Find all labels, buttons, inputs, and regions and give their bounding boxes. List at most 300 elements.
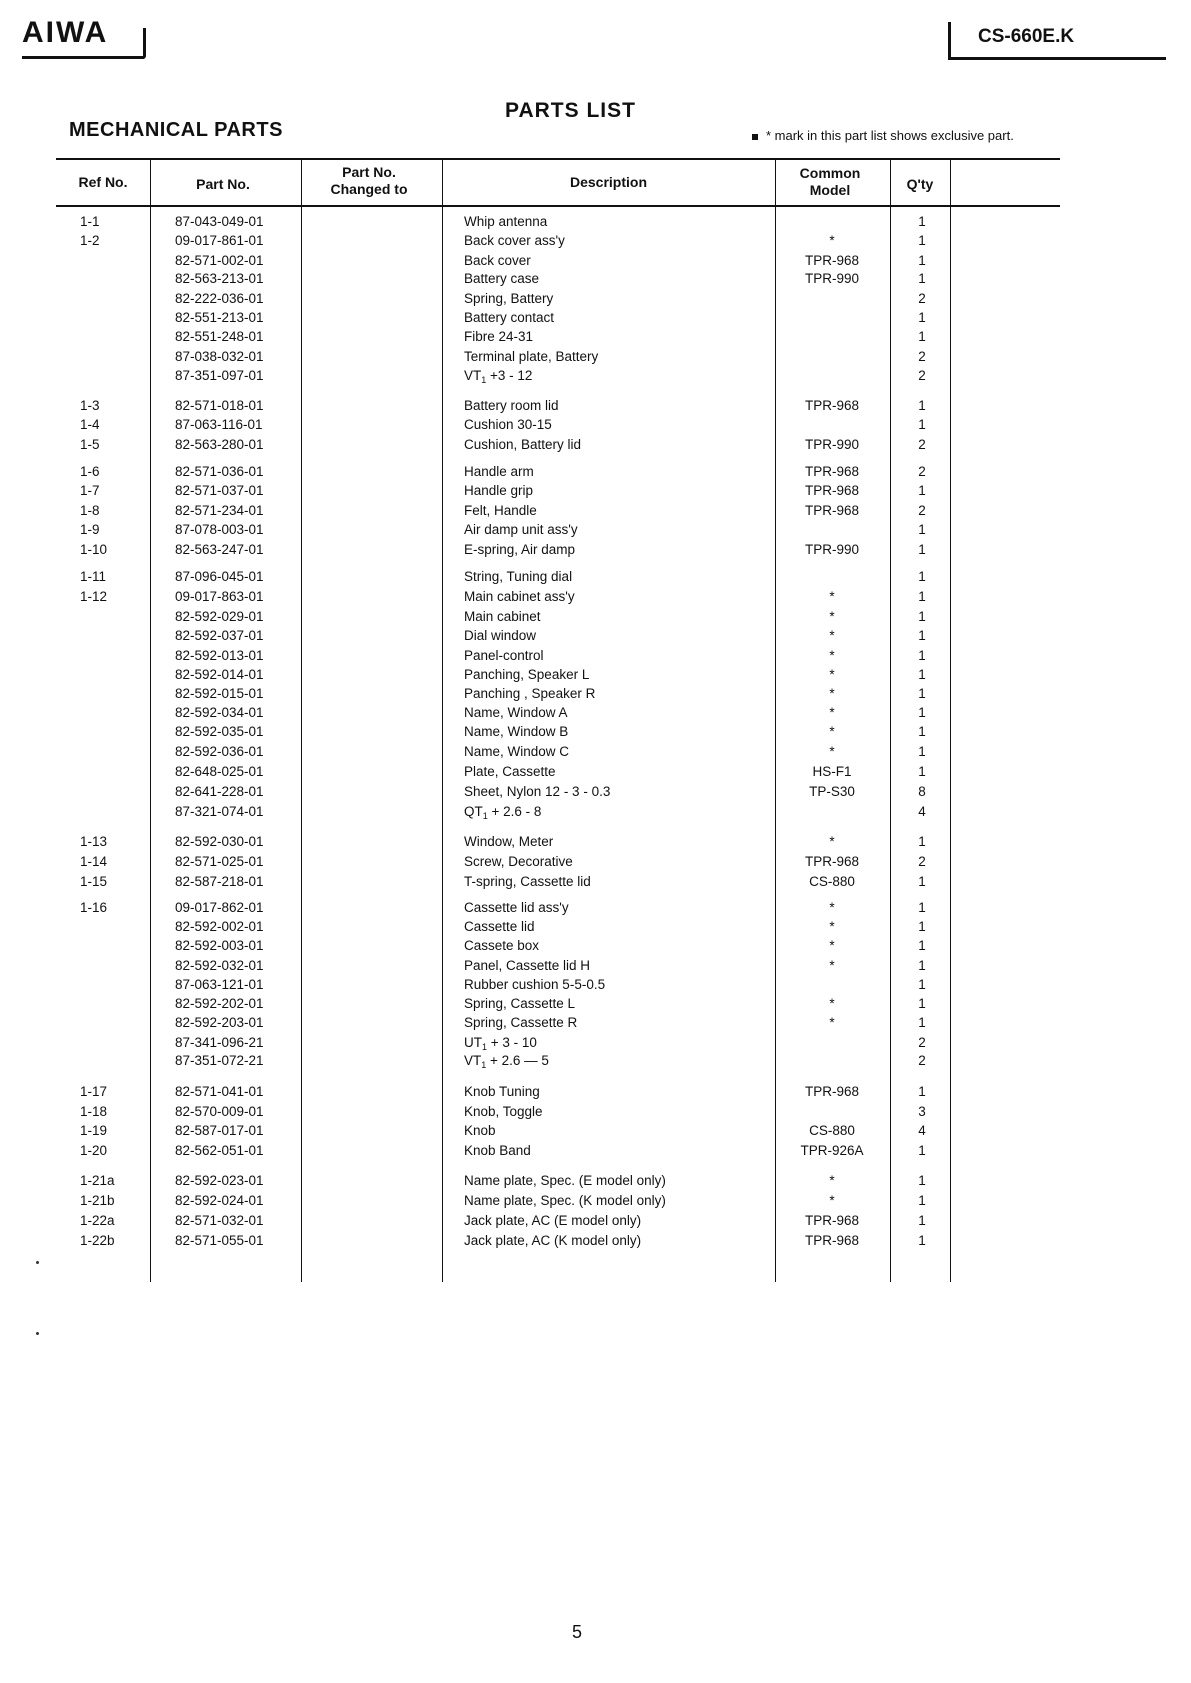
table-row [0, 1212, 1191, 1230]
description-subscript: 1 [481, 375, 487, 385]
table-row [0, 627, 1191, 645]
part-no-cell: 82-563-247-01 [175, 542, 264, 557]
description-suffix: + 3 - 10 [487, 1035, 537, 1050]
part-no-cell: 82-592-014-01 [175, 667, 264, 682]
description-text: Knob, Toggle [464, 1104, 543, 1119]
description-cell [464, 803, 541, 822]
description-text: Knob [464, 1123, 496, 1138]
part-no-cell: 82-592-032-01 [175, 958, 264, 973]
part-no-cell: 82-222-036-01 [175, 291, 264, 306]
table-row [0, 647, 1191, 665]
description-text: Knob Tuning [464, 1084, 540, 1099]
qty-cell: 8 [918, 784, 926, 799]
description-text: Dial window [464, 628, 537, 643]
part-no-cell: 82-571-036-01 [175, 464, 264, 479]
description-text: Plate, Cassette [464, 764, 556, 779]
table-row [0, 666, 1191, 684]
description-cell [464, 568, 572, 586]
description-cell [464, 367, 532, 386]
description-text: Cassette lid ass'y [464, 900, 569, 915]
description-subscript: 1 [481, 1060, 487, 1070]
common-model-cell: * [829, 744, 835, 759]
description-cell [464, 1122, 496, 1140]
common-model-cell: TPR-968 [804, 483, 860, 498]
ref-no-cell: 1-4 [80, 417, 100, 432]
part-no-cell: 82-570-009-01 [175, 1104, 264, 1119]
table-row [0, 521, 1191, 539]
description-cell [464, 436, 581, 454]
description-cell [464, 1014, 577, 1032]
qty-cell: 1 [918, 900, 926, 915]
description-text: Name, Window C [464, 744, 570, 759]
ref-no-cell: 1-19 [80, 1123, 108, 1138]
table-row [0, 588, 1191, 606]
description-text: Name plate, Spec. (K model only) [464, 1193, 666, 1208]
qty-cell: 1 [918, 667, 926, 682]
ref-no-cell: 1-21b [80, 1193, 115, 1208]
qty-cell: 1 [918, 958, 926, 973]
scan-speck [36, 1261, 39, 1264]
qty-cell: 1 [918, 724, 926, 739]
ref-no-cell: 1-13 [80, 834, 108, 849]
table-row [0, 367, 1191, 385]
part-no-cell: 87-351-072-21 [175, 1053, 264, 1068]
qty-cell: 2 [918, 854, 926, 869]
part-no-cell: 87-341-096-21 [175, 1035, 264, 1050]
description-text: Panel-control [464, 648, 544, 663]
table-row [0, 436, 1191, 454]
description-text: Spring, Cassette R [464, 1015, 578, 1030]
table-row [0, 833, 1191, 851]
description-cell [464, 588, 575, 606]
table-row [0, 568, 1191, 586]
description-cell [464, 1083, 540, 1101]
description-text: T-spring, Cassette lid [464, 874, 591, 889]
common-model-cell: TPR-926A [800, 1143, 864, 1158]
table-row [0, 502, 1191, 520]
description-cell [464, 647, 544, 665]
description-cell [464, 608, 541, 626]
common-model-cell: TPR-990 [804, 271, 860, 286]
ref-no-cell: 1-14 [80, 854, 108, 869]
common-model-cell: TPR-968 [804, 253, 860, 268]
description-text: Battery contact [464, 310, 555, 325]
common-model-cell: * [829, 609, 835, 624]
description-text: Felt, Handle [464, 503, 537, 518]
ref-no-cell: 1-3 [80, 398, 100, 413]
part-no-cell: 82-562-051-01 [175, 1143, 264, 1158]
description-text: Name, Window B [464, 724, 569, 739]
ref-no-cell: 1-9 [80, 522, 100, 537]
description-cell [464, 1172, 666, 1190]
qty-cell: 1 [918, 919, 926, 934]
ref-no-cell: 1-21a [80, 1173, 115, 1188]
description-text: Spring, Battery [464, 291, 554, 306]
table-row [0, 348, 1191, 366]
description-text: Battery case [464, 271, 540, 286]
description-text: Handle grip [464, 483, 534, 498]
common-model-cell: * [829, 996, 835, 1011]
ref-no-cell: 1-12 [80, 589, 108, 604]
common-model-cell: TPR-968 [804, 464, 860, 479]
description-text: Cushion, Battery lid [464, 437, 582, 452]
qty-cell: 1 [918, 398, 926, 413]
description-text: VT [464, 368, 482, 383]
part-no-cell: 82-648-025-01 [175, 764, 264, 779]
qty-cell: 1 [918, 569, 926, 584]
qty-cell: 1 [918, 233, 926, 248]
part-no-cell: 82-592-035-01 [175, 724, 264, 739]
ref-no-cell: 1-5 [80, 437, 100, 452]
part-no-cell: 82-551-213-01 [175, 310, 264, 325]
common-model-cell: TPR-968 [804, 503, 860, 518]
description-cell [464, 704, 568, 722]
table-row [0, 918, 1191, 936]
part-no-cell: 82-592-029-01 [175, 609, 264, 624]
part-no-cell: 82-571-037-01 [175, 483, 264, 498]
description-cell [464, 463, 534, 481]
qty-cell: 1 [918, 253, 926, 268]
description-cell [464, 1142, 531, 1160]
description-cell [464, 502, 537, 520]
qty-cell: 1 [918, 522, 926, 537]
description-cell [464, 1212, 641, 1230]
qty-cell: 2 [918, 437, 926, 452]
common-model-cell: * [829, 834, 835, 849]
common-model-cell: TPR-968 [804, 398, 860, 413]
description-text: String, Tuning dial [464, 569, 573, 584]
common-model-cell: * [829, 686, 835, 701]
ref-no-cell: 1-2 [80, 233, 100, 248]
description-cell [464, 976, 605, 994]
legend-text: * mark in this part list shows exclusive part. [766, 128, 1014, 143]
part-no-cell: 82-571-025-01 [175, 854, 264, 869]
description-subscript: 1 [482, 811, 488, 821]
description-text: Panel, Cassette lid H [464, 958, 591, 973]
description-cell [464, 853, 573, 871]
description-cell [464, 957, 590, 975]
table-row [0, 397, 1191, 415]
table-row [0, 1232, 1191, 1250]
description-cell [464, 1103, 543, 1121]
common-model-cell: * [829, 589, 835, 604]
part-no-cell: 82-592-036-01 [175, 744, 264, 759]
part-no-cell: 82-592-003-01 [175, 938, 264, 953]
qty-cell: 1 [918, 1173, 926, 1188]
description-subscript: 1 [482, 1042, 488, 1052]
header-ref-no: Ref No. [78, 174, 128, 190]
common-model-cell: * [829, 958, 835, 973]
description-text: Back cover [464, 253, 531, 268]
common-model-cell: TP-S30 [809, 784, 855, 799]
part-no-cell: 87-038-032-01 [175, 349, 264, 364]
qty-cell: 2 [918, 349, 926, 364]
description-cell [464, 1052, 549, 1071]
qty-cell: 4 [918, 804, 926, 819]
description-cell [464, 290, 553, 308]
part-no-cell: 82-563-280-01 [175, 437, 264, 452]
ref-no-cell: 1-20 [80, 1143, 108, 1158]
common-model-cell: TPR-968 [804, 854, 860, 869]
qty-cell: 1 [918, 628, 926, 643]
common-model-cell: TPR-990 [804, 437, 860, 452]
part-no-cell: 87-063-116-01 [175, 417, 263, 432]
description-cell [464, 627, 536, 645]
description-cell [464, 328, 533, 346]
description-text: Back cover ass'y [464, 233, 565, 248]
description-text: Handle arm [464, 464, 534, 479]
part-no-cell: 82-592-037-01 [175, 628, 264, 643]
part-no-cell: 82-592-013-01 [175, 648, 264, 663]
description-cell [464, 723, 568, 741]
section-title: MECHANICAL PARTS [69, 119, 283, 141]
qty-cell: 1 [918, 648, 926, 663]
ref-no-cell: 1-22b [80, 1233, 115, 1248]
qty-cell: 1 [918, 705, 926, 720]
description-text: Sheet, Nylon 12 - 3 - 0.3 [464, 784, 611, 799]
common-model-cell: * [829, 705, 835, 720]
table-row [0, 873, 1191, 891]
qty-cell: 1 [918, 996, 926, 1011]
ref-no-cell: 1-7 [80, 483, 100, 498]
header-qty: Q'ty [906, 176, 934, 192]
table-row [0, 783, 1191, 801]
description-cell [464, 666, 589, 684]
common-model-cell: * [829, 724, 835, 739]
ref-no-cell: 1-15 [80, 874, 108, 889]
qty-cell: 3 [918, 1104, 926, 1119]
qty-cell: 1 [918, 744, 926, 759]
part-no-cell: 82-571-002-01 [175, 253, 264, 268]
table-row [0, 685, 1191, 703]
description-cell [464, 1034, 537, 1053]
qty-cell: 1 [918, 417, 926, 432]
qty-cell: 1 [918, 1015, 926, 1030]
table-row [0, 763, 1191, 781]
description-suffix: + 2.6 — 5 [486, 1053, 549, 1068]
part-no-cell: 82-587-017-01 [175, 1123, 264, 1138]
description-text: Jack plate, AC (E model only) [464, 1213, 642, 1228]
table-row [0, 704, 1191, 722]
table-row [0, 463, 1191, 481]
scan-speck [36, 1332, 39, 1335]
model-number: CS-660E.K [978, 26, 1075, 47]
table-row [0, 328, 1191, 346]
part-no-cell: 82-571-032-01 [175, 1213, 264, 1228]
qty-cell: 1 [918, 1233, 926, 1248]
description-text: Cassete box [464, 938, 540, 953]
part-no-cell: 82-592-002-01 [175, 919, 264, 934]
part-no-cell: 82-641-228-01 [175, 784, 264, 799]
ref-no-cell: 1-6 [80, 464, 100, 479]
qty-cell: 1 [918, 764, 926, 779]
common-model-cell: * [829, 1193, 835, 1208]
description-cell [464, 252, 531, 270]
common-model-cell: TPR-968 [804, 1213, 860, 1228]
description-cell [464, 995, 575, 1013]
description-cell [464, 783, 610, 801]
description-cell [464, 763, 556, 781]
part-no-cell: 82-587-218-01 [175, 874, 264, 889]
description-text: E-spring, Air damp [464, 542, 576, 557]
qty-cell: 1 [918, 609, 926, 624]
table-row [0, 957, 1191, 975]
common-model-cell: * [829, 667, 835, 682]
description-text: Battery room lid [464, 398, 559, 413]
header-description: Description [569, 174, 647, 190]
table-row [0, 1034, 1191, 1052]
table-row [0, 1103, 1191, 1121]
description-cell [464, 1192, 666, 1210]
part-no-cell: 82-592-015-01 [175, 686, 264, 701]
part-no-cell: 87-351-097-01 [175, 368, 264, 383]
description-cell [464, 521, 578, 539]
qty-cell: 1 [918, 589, 926, 604]
part-no-cell: 82-571-234-01 [175, 503, 264, 518]
part-no-cell: 82-551-248-01 [175, 329, 264, 344]
description-cell [464, 937, 539, 955]
common-model-cell: * [829, 648, 835, 663]
common-model-cell: * [829, 628, 835, 643]
part-no-cell: 87-043-049-01 [175, 214, 264, 229]
ref-no-cell: 1-11 [80, 569, 107, 584]
qty-cell: 1 [918, 329, 926, 344]
description-cell [464, 541, 575, 559]
qty-cell: 2 [918, 368, 926, 383]
description-cell [464, 309, 554, 327]
part-no-cell: 87-078-003-01 [175, 522, 264, 537]
description-text: Screw, Decorative [464, 854, 573, 869]
common-model-cell: * [829, 1015, 835, 1030]
description-text: Cushion 30-15 [464, 417, 552, 432]
description-cell [464, 1232, 641, 1250]
part-no-cell: 82-571-041-01 [175, 1084, 264, 1099]
table-row [0, 803, 1191, 821]
qty-cell: 1 [918, 310, 926, 325]
description-text: Main cabinet [464, 609, 541, 624]
table-row [0, 1172, 1191, 1190]
qty-cell: 1 [918, 1193, 926, 1208]
common-model-cell: * [829, 938, 835, 953]
description-cell [464, 416, 552, 434]
table-row [0, 252, 1191, 270]
description-text: Air damp unit ass'y [464, 522, 578, 537]
table-row [0, 290, 1191, 308]
common-model-cell: * [829, 919, 835, 934]
table-row [0, 608, 1191, 626]
part-no-cell: 82-592-023-01 [175, 1173, 264, 1188]
table-row [0, 937, 1191, 955]
qty-cell: 1 [918, 1213, 926, 1228]
ref-no-cell: 1-1 [80, 214, 100, 229]
part-no-cell: 82-592-203-01 [175, 1015, 264, 1030]
ref-no-cell: 1-22a [80, 1213, 115, 1228]
ref-no-cell: 1-10 [80, 542, 108, 557]
description-text: Rubber cushion 5-5-0.5 [464, 977, 606, 992]
qty-cell: 1 [918, 834, 926, 849]
table-row [0, 309, 1191, 327]
common-model-cell: HS-F1 [812, 764, 852, 779]
common-model-cell: TPR-968 [804, 1233, 860, 1248]
description-cell [464, 918, 535, 936]
part-no-cell: 09-017-862-01 [175, 900, 264, 915]
qty-cell: 4 [918, 1123, 926, 1138]
description-cell [464, 348, 598, 366]
table-row [0, 1192, 1191, 1210]
description-cell [464, 899, 569, 917]
description-cell [464, 213, 547, 231]
qty-cell: 1 [918, 483, 926, 498]
qty-cell: 1 [918, 1143, 926, 1158]
description-text: Name plate, Spec. (E model only) [464, 1173, 666, 1188]
part-no-cell: 87-321-074-01 [175, 804, 264, 819]
common-model-cell: TPR-990 [804, 542, 860, 557]
description-cell [464, 685, 595, 703]
description-text: Fibre 24-31 [464, 329, 534, 344]
table-row [0, 541, 1191, 559]
description-text: QT [464, 804, 483, 819]
ref-no-cell: 1-8 [80, 503, 100, 518]
table-row [0, 416, 1191, 434]
header-common-line2: Model [809, 182, 851, 198]
header-part-no: Part No. [196, 176, 250, 192]
qty-cell: 1 [918, 271, 926, 286]
table-row [0, 482, 1191, 500]
description-text: UT [464, 1035, 482, 1050]
qty-cell: 2 [918, 464, 926, 479]
table-row [0, 1014, 1191, 1032]
ref-no-cell: 1-16 [80, 900, 108, 915]
qty-cell: 1 [918, 874, 926, 889]
page-number: 5 [572, 1622, 583, 1642]
part-no-cell: 82-592-202-01 [175, 996, 264, 1011]
table-row [0, 1083, 1191, 1101]
common-model-cell: TPR-968 [804, 1084, 860, 1099]
description-cell [464, 270, 539, 288]
table-row [0, 723, 1191, 741]
part-no-cell: 82-571-018-01 [175, 398, 264, 413]
qty-cell: 2 [918, 503, 926, 518]
brand-logo: AIWA [22, 16, 109, 49]
description-text: Spring, Cassette L [464, 996, 576, 1011]
ref-no-cell: 1-18 [80, 1104, 108, 1119]
description-cell [464, 873, 591, 891]
description-text: Cassette lid [464, 919, 535, 934]
table-row [0, 995, 1191, 1013]
common-model-cell: CS-880 [809, 1123, 855, 1138]
ref-no-cell: 1-17 [80, 1084, 108, 1099]
part-no-cell: 09-017-861-01 [175, 233, 264, 248]
description-text: Main cabinet ass'y [464, 589, 575, 604]
common-model-cell: * [829, 900, 835, 915]
part-no-cell: 82-563-213-01 [175, 271, 264, 286]
qty-cell: 1 [918, 542, 926, 557]
description-text: Jack plate, AC (K model only) [464, 1233, 642, 1248]
qty-cell: 1 [918, 1084, 926, 1099]
part-no-cell: 09-017-863-01 [175, 589, 264, 604]
description-text: Name, Window A [464, 705, 568, 720]
table-row [0, 1142, 1191, 1160]
part-no-cell: 87-063-121-01 [175, 977, 264, 992]
qty-cell: 2 [918, 1053, 926, 1068]
part-no-cell: 82-592-030-01 [175, 834, 264, 849]
common-model-cell: CS-880 [809, 874, 855, 889]
description-text: Knob Band [464, 1143, 531, 1158]
header-part-changed-line2: Changed to [330, 181, 408, 197]
qty-cell: 2 [918, 291, 926, 306]
table-row [0, 1122, 1191, 1140]
common-model-cell: * [829, 233, 835, 248]
